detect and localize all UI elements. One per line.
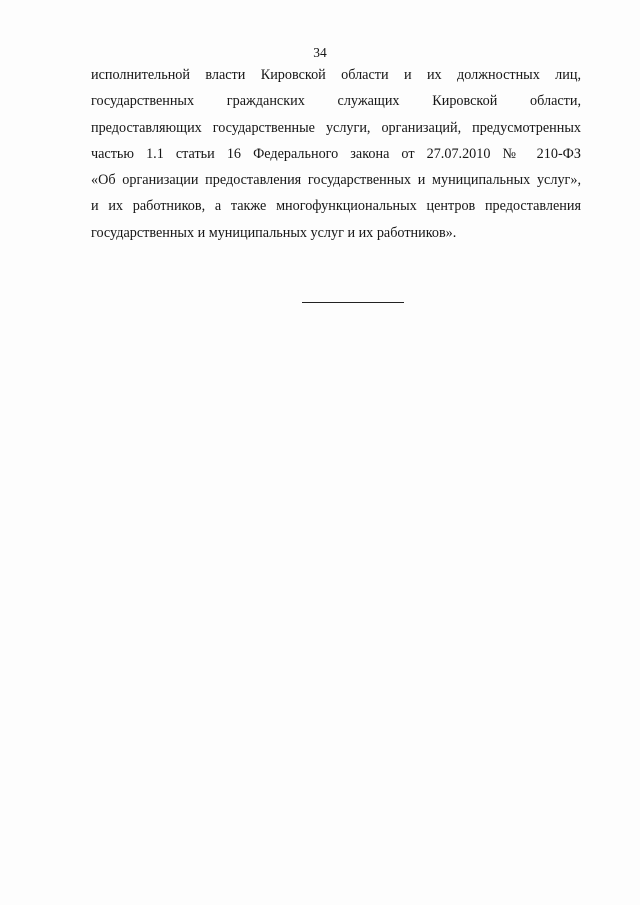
text-line: частью 1.1 статьи 16 Федерального закона от 27.07.2010 № 210-ФЗ bbox=[91, 145, 581, 162]
text-line: и их работников, а также многофункциональных центров предоставления bbox=[91, 198, 581, 215]
page-number: 34 bbox=[313, 45, 327, 60]
text-line: государственных и муниципальных услуг и их работников». bbox=[91, 224, 457, 241]
text-line: государственных гражданских служащих Кировской области, bbox=[91, 93, 581, 110]
text-line: исполнительной власти Кировской области и их должностных лиц, bbox=[91, 67, 581, 83]
body-paragraph bbox=[91, 62, 581, 246]
text-line: предоставляющих государственные услуги, организаций, предусмотренных bbox=[91, 119, 581, 136]
text-line: «Об организации предоставления государственных и муниципальных услуг», bbox=[91, 172, 581, 189]
end-separator-line bbox=[302, 302, 404, 303]
